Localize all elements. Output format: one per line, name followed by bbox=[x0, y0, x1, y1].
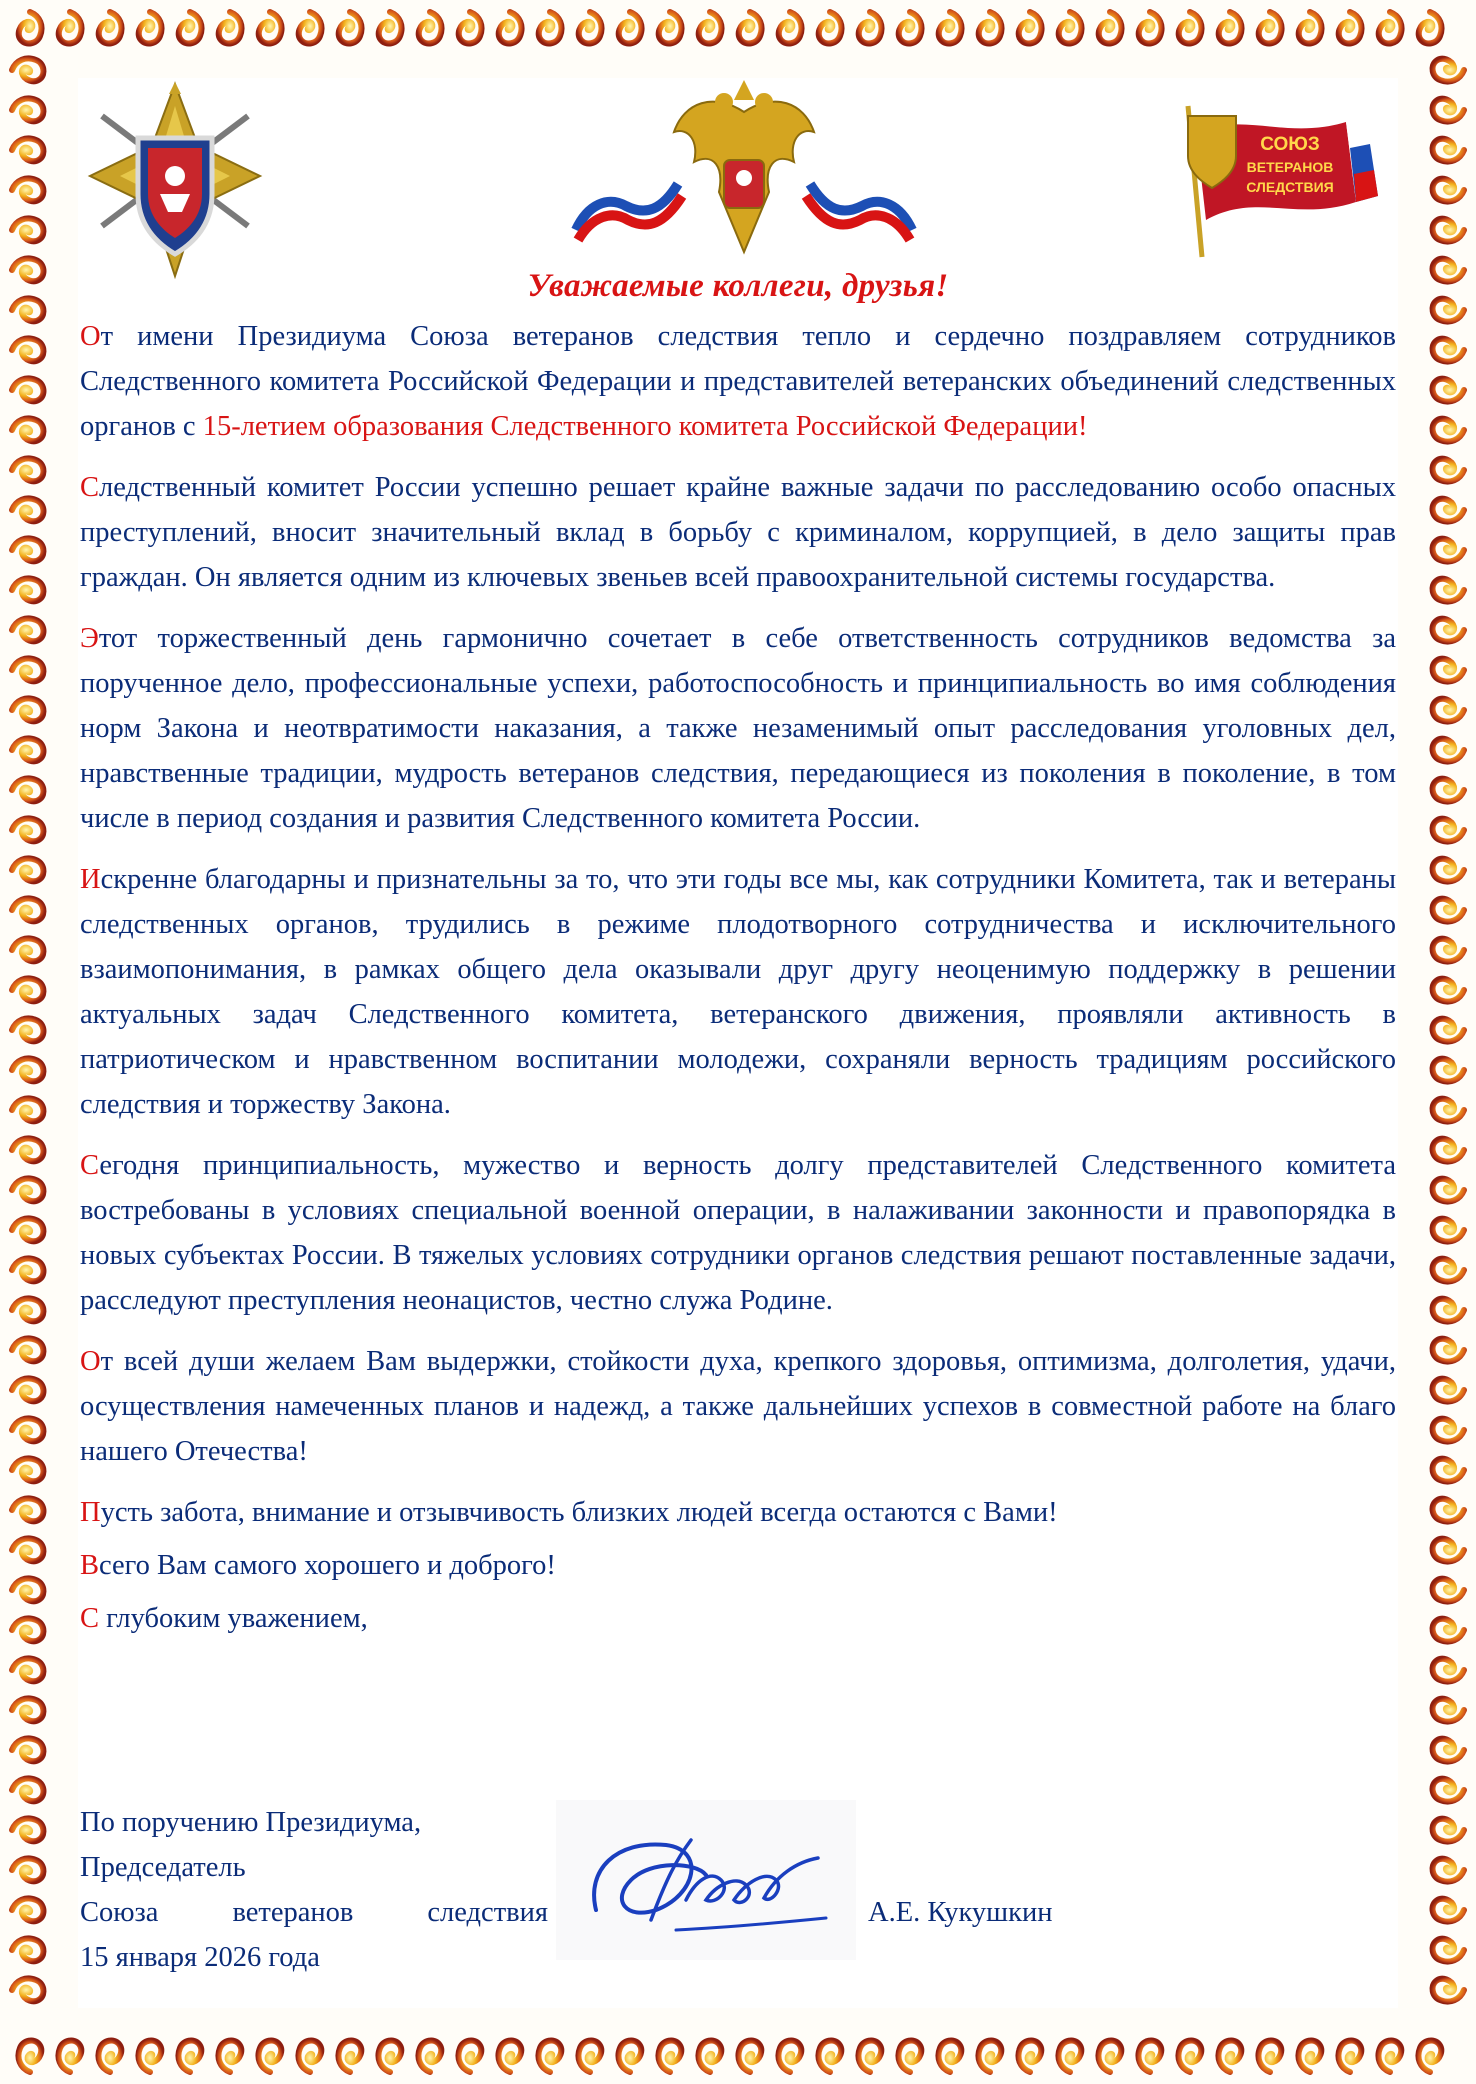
flame-ornament bbox=[12, 58, 43, 81]
flame-ornament bbox=[12, 1018, 43, 1041]
flame-ornament bbox=[339, 12, 362, 43]
flame-ornament bbox=[138, 2041, 161, 2072]
paragraph-2 bbox=[80, 465, 1396, 600]
flame-ornament bbox=[1019, 12, 1042, 43]
flame-ornament bbox=[1433, 1459, 1464, 1482]
russian-coat-of-arms-icon bbox=[564, 72, 924, 282]
paragraph-text: скренне благодарны и признательны за то, что эти годы все мы, как сотрудники Комитета, так и ветераны следственных органов, трудились в режиме плодотворного сотрудничества и исключительного взаимопонимания, в рамках общего дела оказывали друг другу неоценимую поддержку в решении актуальных задач Следственного комитета, ветеранского движения, проявляли активность в патриотическом и нравственном воспитании молодежи, сохраняли верность традициям российского следствия и торжеству Закона. bbox=[80, 864, 1396, 1120]
flame-ornament bbox=[12, 1418, 43, 1441]
flame-ornament bbox=[12, 1538, 43, 1561]
flame-ornament bbox=[1379, 12, 1402, 43]
drop-letter: П bbox=[80, 1497, 101, 1528]
flame-ornament bbox=[1433, 1539, 1464, 1562]
flame-ornament bbox=[12, 178, 43, 201]
flame-ornament bbox=[58, 2041, 81, 2072]
flame-ornament bbox=[1433, 1579, 1464, 1602]
flame-ornament bbox=[12, 978, 43, 1001]
flame-ornament bbox=[899, 12, 922, 43]
paragraph-text: т имени Президиума Союза ветеранов следствия тепло и сердечно поздравляем сотрудников Следственного комитета Российской Федерации и представителей ветеранских объединений следственных органов с bbox=[80, 321, 1396, 442]
paragraph-text: ледственный комитет России успешно решает крайне важные задачи по расследованию особо опасных преступлений, вносит значительный вклад в борьбу с криминалом, коррупцией, в дело защиты прав граждан. Он является одним из ключевых звеньев всей правоохранительной системы государства. bbox=[80, 472, 1396, 593]
flame-ornament bbox=[12, 1138, 43, 1161]
flame-ornament bbox=[1433, 939, 1464, 962]
flame-ornament bbox=[938, 2041, 961, 2072]
flame-ornament bbox=[12, 1498, 43, 1521]
investigative-committee-emblem-icon bbox=[80, 76, 270, 286]
flame-ornament bbox=[12, 1618, 43, 1641]
flame-ornament bbox=[778, 2041, 801, 2072]
flame-ornament bbox=[1433, 539, 1464, 562]
flame-ornament bbox=[19, 12, 42, 43]
flame-ornament bbox=[1433, 1779, 1464, 1802]
flame-ornament bbox=[1059, 12, 1082, 43]
flame-ornament bbox=[12, 218, 43, 241]
flame-ornament bbox=[12, 458, 43, 481]
paragraph-8 bbox=[80, 1543, 1396, 1588]
flame-ornament bbox=[1433, 419, 1464, 442]
flame-ornament bbox=[379, 12, 402, 43]
paragraph-9 bbox=[80, 1596, 1396, 1641]
flame-ornament bbox=[1178, 2041, 1201, 2072]
flame-ornament bbox=[1099, 12, 1122, 43]
flame-ornament bbox=[1433, 1979, 1464, 2002]
paragraph-5 bbox=[80, 1143, 1396, 1323]
flag-line-2: ВЕТЕРАНОВ bbox=[1246, 159, 1334, 175]
flame-ornament bbox=[619, 12, 642, 43]
flame-ornament bbox=[12, 658, 43, 681]
flame-ornament bbox=[1419, 12, 1442, 43]
paragraph-highlight: 15-летием образования Следственного комитета Российской Федерации bbox=[202, 411, 1078, 442]
flame-ornament bbox=[12, 938, 43, 961]
flame-ornament bbox=[12, 378, 43, 401]
paragraph-1 bbox=[80, 314, 1396, 449]
flame-ornament bbox=[12, 578, 43, 601]
flame-ornament bbox=[1433, 219, 1464, 242]
flame-ornament bbox=[738, 2041, 761, 2072]
flame-ornament bbox=[1433, 1619, 1464, 1642]
drop-letter: Э bbox=[80, 623, 99, 654]
flame-ornament bbox=[219, 12, 242, 43]
flame-ornament bbox=[539, 12, 562, 43]
paragraph-text: т всей души желаем Вам выдержки, стойкости духа, крепкого здоровья, оптимизма, долголетия, удачи, осуществления намеченных планов и надежд, а также дальнейших успехов в совместной работе на благо нашего Отечества! bbox=[80, 1346, 1396, 1467]
signature-line-2: Председатель bbox=[80, 1852, 246, 1883]
flame-ornament bbox=[12, 1058, 43, 1081]
flame-ornament bbox=[898, 2041, 921, 2072]
org-word-3: следствия bbox=[427, 1897, 548, 1928]
greeting-heading: Уважаемые коллеги, друзья! bbox=[527, 268, 949, 304]
flame-ornament bbox=[12, 1578, 43, 1601]
flame-ornament bbox=[699, 12, 722, 43]
org-word-2: ветеранов bbox=[232, 1897, 354, 1928]
flame-ornament bbox=[1433, 739, 1464, 762]
drop-letter: С bbox=[80, 1603, 100, 1634]
flame-ornament bbox=[12, 98, 43, 121]
flame-ornament bbox=[12, 778, 43, 801]
flame-ornament bbox=[1433, 1419, 1464, 1442]
flame-ornament bbox=[12, 418, 43, 441]
flame-ornament bbox=[1259, 12, 1282, 43]
flame-ornament bbox=[12, 338, 43, 361]
flame-ornament bbox=[18, 2041, 41, 2072]
flame-ornament bbox=[1433, 659, 1464, 682]
flame-ornament bbox=[1433, 1219, 1464, 1242]
flame-ornament bbox=[579, 12, 602, 43]
flame-ornament bbox=[1219, 12, 1242, 43]
org-word-1: Союза bbox=[80, 1897, 159, 1928]
drop-letter: О bbox=[80, 321, 101, 352]
flame-ornament bbox=[1433, 1499, 1464, 1522]
paragraph-7 bbox=[80, 1490, 1396, 1535]
flame-ornament bbox=[1339, 12, 1362, 43]
flame-ornament bbox=[1433, 379, 1464, 402]
flame-ornament bbox=[12, 498, 43, 521]
flame-ornament bbox=[178, 2041, 201, 2072]
flame-ornament bbox=[1218, 2041, 1241, 2072]
flame-ornament bbox=[739, 12, 762, 43]
flame-ornament bbox=[298, 2041, 321, 2072]
flame-ornament bbox=[12, 1978, 43, 2001]
flame-ornament bbox=[59, 12, 82, 43]
drop-letter: И bbox=[80, 864, 101, 895]
flame-ornament bbox=[858, 2041, 881, 2072]
flame-ornament bbox=[499, 12, 522, 43]
flame-ornament bbox=[1433, 1139, 1464, 1162]
flame-ornament bbox=[1018, 2041, 1041, 2072]
drop-letter: С bbox=[80, 472, 100, 503]
veterans-union-flag-icon bbox=[1166, 92, 1396, 262]
flame-ornament bbox=[1058, 2041, 1081, 2072]
flame-ornament bbox=[1433, 1339, 1464, 1362]
flame-ornament bbox=[12, 618, 43, 641]
flame-ornament bbox=[979, 12, 1002, 43]
flame-ornament bbox=[1433, 1179, 1464, 1202]
flame-ornament bbox=[12, 1938, 43, 1961]
flame-ornament bbox=[1433, 99, 1464, 122]
flame-ornament bbox=[139, 12, 162, 43]
flame-ornament bbox=[218, 2041, 241, 2072]
flame-ornament bbox=[12, 1818, 43, 1841]
flame-ornament bbox=[258, 2041, 281, 2072]
flame-ornament bbox=[12, 1738, 43, 1761]
flame-ornament bbox=[12, 138, 43, 161]
paragraph-6 bbox=[80, 1339, 1396, 1474]
flame-ornament bbox=[818, 2041, 841, 2072]
paragraph-text: усть забота, внимание и отзывчивость близких людей всегда остаются с Вами! bbox=[100, 1497, 1058, 1528]
flame-ornament bbox=[179, 12, 202, 43]
flame-ornament bbox=[1433, 1699, 1464, 1722]
flame-ornament bbox=[378, 2041, 401, 2072]
flame-ornament bbox=[299, 12, 322, 43]
flame-ornament bbox=[1433, 899, 1464, 922]
flame-ornament bbox=[1433, 1379, 1464, 1402]
drop-letter: С bbox=[80, 1150, 100, 1181]
flame-ornament bbox=[12, 1698, 43, 1721]
flame-ornament bbox=[1418, 2041, 1441, 2072]
flame-ornament bbox=[12, 898, 43, 921]
signature-line-1: По поручению Президиума, bbox=[80, 1807, 422, 1838]
paragraph-3 bbox=[80, 616, 1396, 841]
flame-ornament bbox=[1433, 1739, 1464, 1762]
paragraph-text: сего Вам самого хорошего и доброго! bbox=[99, 1550, 556, 1581]
flame-ornament bbox=[12, 1218, 43, 1241]
flame-ornament bbox=[658, 2041, 681, 2072]
flame-ornament bbox=[1433, 1859, 1464, 1882]
flame-ornament bbox=[12, 1298, 43, 1321]
flame-ornament bbox=[98, 2041, 121, 2072]
flame-ornament bbox=[819, 12, 842, 43]
flame-ornament bbox=[779, 12, 802, 43]
flame-ornament bbox=[12, 1458, 43, 1481]
paragraph-tail: ! bbox=[1077, 411, 1088, 442]
flame-ornament bbox=[12, 1778, 43, 1801]
flame-ornament bbox=[1433, 1819, 1464, 1842]
handwritten-signature-icon bbox=[556, 1800, 856, 1960]
flag-line-1: СОЮЗ bbox=[1260, 134, 1320, 155]
flame-ornament bbox=[1433, 979, 1464, 1002]
flame-ornament bbox=[1258, 2041, 1281, 2072]
flame-ornament bbox=[659, 12, 682, 43]
flame-ornament bbox=[12, 698, 43, 721]
flame-ornament bbox=[1433, 859, 1464, 882]
flame-ornament bbox=[1433, 1059, 1464, 1082]
flame-ornament bbox=[1433, 1899, 1464, 1922]
flame-ornament bbox=[12, 1338, 43, 1361]
paragraph-text: тот торжественный день гармонично сочетает в себе ответственность сотрудников ведомства за порученное дело, профессиональные успехи, работоспособность и принципиальность во имя соблюдения норм Закона и неотвратимости наказания, а также незаменимый опыт расследования уголовных дел, нравственные традиции, мудрость ветеранов следствия, передающиеся из поколения в поколение, в том числе в период создания и развития Следственного комитета России. bbox=[80, 623, 1396, 834]
flame-ornament bbox=[259, 12, 282, 43]
signature-date: 15 января 2026 года bbox=[80, 1942, 320, 1973]
flame-ornament bbox=[1433, 179, 1464, 202]
paragraph-text: егодня принципиальность, мужество и верность долгу представителей Следственного комитета востребованы в условиях специальной военной операции, в налаживании законности и правопорядка в новых субъектах России. В тяжелых условиях сотрудники органов следствия решают поставленные задачи, расследуют преступления неонацистов, честно служа Родине. bbox=[80, 1150, 1396, 1316]
flame-ornament bbox=[338, 2041, 361, 2072]
flame-ornament bbox=[1138, 2041, 1161, 2072]
signature-block bbox=[80, 1800, 548, 1980]
flag-line-3: СЛЕДСТВИЯ bbox=[1246, 179, 1334, 195]
flame-ornament bbox=[1433, 579, 1464, 602]
flame-ornament bbox=[12, 1378, 43, 1401]
flame-ornament bbox=[418, 2041, 441, 2072]
flame-ornament bbox=[12, 1178, 43, 1201]
flame-ornament bbox=[618, 2041, 641, 2072]
flame-ornament bbox=[1299, 12, 1322, 43]
flame-ornament bbox=[12, 1258, 43, 1281]
drop-letter: В bbox=[80, 1550, 100, 1581]
paragraph-text: глубоким уважением, bbox=[99, 1603, 368, 1634]
flame-ornament bbox=[1433, 1259, 1464, 1282]
flame-ornament bbox=[12, 1098, 43, 1121]
flame-ornament bbox=[1433, 1099, 1464, 1122]
flame-ornament bbox=[12, 1858, 43, 1881]
signer-name: А.Е. Кукушкин bbox=[868, 1897, 1053, 1928]
flame-ornament bbox=[978, 2041, 1001, 2072]
flame-ornament bbox=[1433, 339, 1464, 362]
flame-ornament bbox=[1378, 2041, 1401, 2072]
flame-ornament bbox=[12, 818, 43, 841]
flame-ornament bbox=[538, 2041, 561, 2072]
letter-body bbox=[80, 314, 1396, 1649]
flame-ornament bbox=[12, 538, 43, 561]
flame-ornament bbox=[12, 858, 43, 881]
signature-org bbox=[80, 1890, 548, 1935]
flame-ornament bbox=[419, 12, 442, 43]
flame-ornament bbox=[459, 12, 482, 43]
flame-ornament bbox=[578, 2041, 601, 2072]
flame-ornament bbox=[99, 12, 122, 43]
flame-ornament bbox=[458, 2041, 481, 2072]
flame-ornament bbox=[1433, 699, 1464, 722]
flame-ornament bbox=[12, 1658, 43, 1681]
flame-ornament bbox=[1433, 779, 1464, 802]
flame-ornament bbox=[12, 1898, 43, 1921]
flame-ornament bbox=[1433, 1939, 1464, 1962]
flame-ornament bbox=[698, 2041, 721, 2072]
flame-ornament bbox=[1298, 2041, 1321, 2072]
flame-ornament bbox=[939, 12, 962, 43]
flame-ornament bbox=[1433, 139, 1464, 162]
flame-ornament bbox=[1433, 1019, 1464, 1042]
flame-ornament bbox=[1139, 12, 1162, 43]
flame-ornament bbox=[1179, 12, 1202, 43]
flame-ornament bbox=[1098, 2041, 1121, 2072]
flame-ornament bbox=[12, 738, 43, 761]
flame-ornament bbox=[1433, 459, 1464, 482]
flame-ornament bbox=[1433, 59, 1464, 82]
drop-letter: О bbox=[80, 1346, 101, 1377]
flame-ornament bbox=[1433, 499, 1464, 522]
flame-ornament bbox=[1433, 1659, 1464, 1682]
flame-ornament bbox=[1338, 2041, 1361, 2072]
flame-ornament bbox=[1433, 819, 1464, 842]
flame-ornament bbox=[859, 12, 882, 43]
paragraph-4 bbox=[80, 857, 1396, 1127]
flame-ornament bbox=[1433, 1299, 1464, 1322]
flame-ornament bbox=[1433, 619, 1464, 642]
flame-ornament bbox=[498, 2041, 521, 2072]
